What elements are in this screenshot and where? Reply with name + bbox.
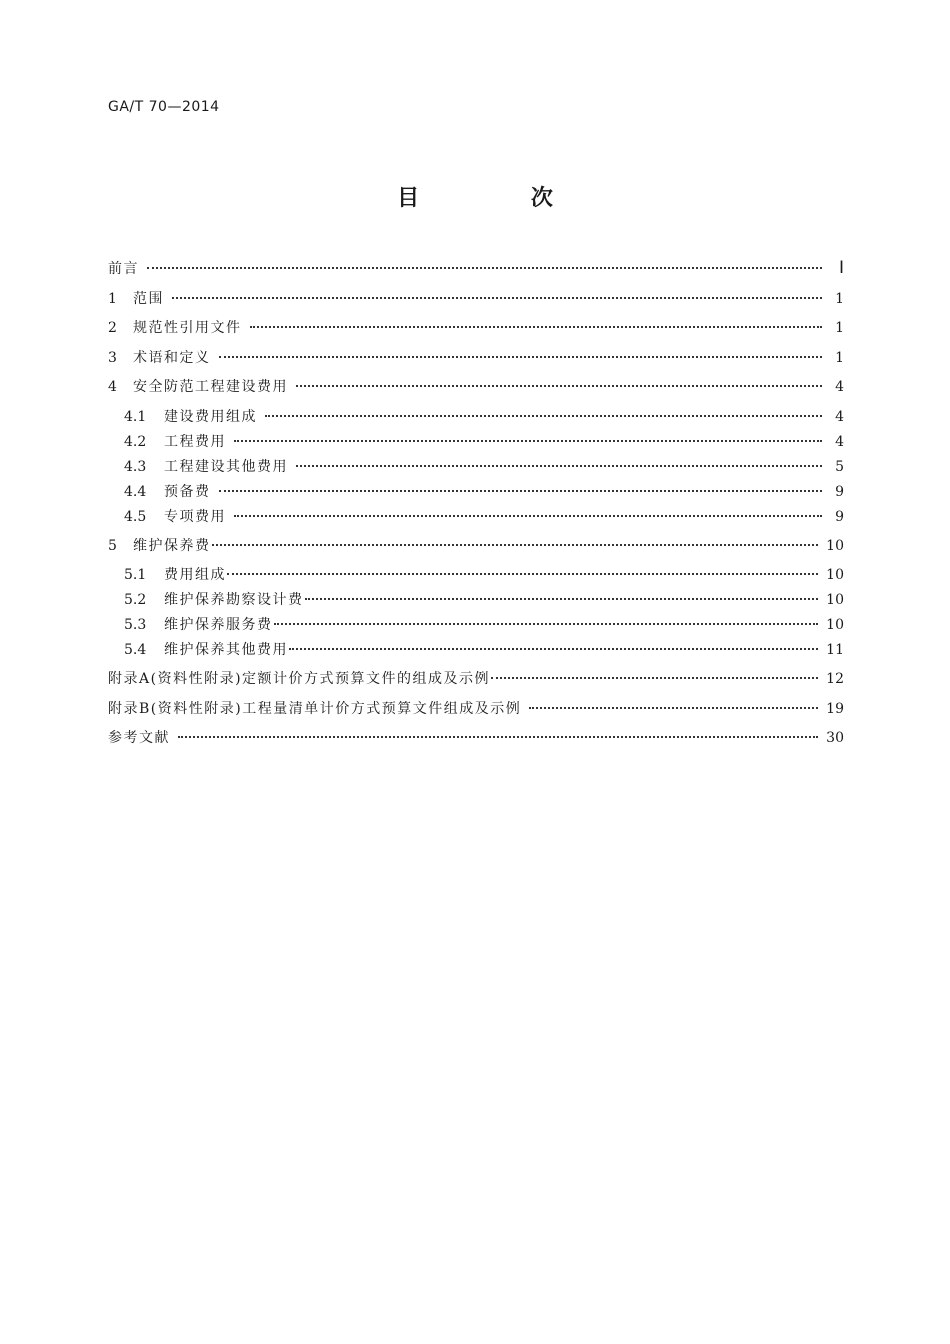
toc-entry-2[interactable] <box>108 317 844 347</box>
dot-leader <box>289 648 818 650</box>
toc-entry-label: 参考文献 <box>108 730 170 746</box>
toc-entry-number: 5.3 <box>124 617 147 633</box>
toc-entry-4-2[interactable] <box>108 431 844 456</box>
dot-leader <box>529 707 818 709</box>
toc-entry-label: 费用组成 <box>164 567 226 583</box>
toc-entry-number: 4.3 <box>124 458 147 475</box>
toc-entry-page: 1 <box>835 320 844 336</box>
toc-entry-label: 范围 <box>133 290 164 307</box>
toc-entry-label: 工程建设其他费用 <box>164 458 288 475</box>
toc-entry-number: 5.1 <box>124 567 147 583</box>
toc-entry-5-3[interactable] <box>108 614 844 639</box>
toc-entry-page: 4 <box>835 408 844 425</box>
toc-entry-number: 2 <box>108 320 117 336</box>
toc-entry-number: 5 <box>108 537 117 554</box>
toc-entry-page: 10 <box>826 592 844 608</box>
toc-entry-label: 附录B(资料性附录)工程量清单计价方式预算文件组成及示例 <box>108 700 522 717</box>
toc-entry-number: 4.5 <box>124 508 147 525</box>
toc-entry-page: 12 <box>826 671 844 687</box>
toc-entry-4-4[interactable] <box>108 481 844 506</box>
toc-entry-page: 9 <box>835 508 844 525</box>
toc-entry-label: 前言 <box>108 261 139 277</box>
dot-leader <box>265 415 822 417</box>
dot-leader <box>234 440 822 442</box>
toc-entry-5[interactable] <box>108 535 844 565</box>
toc-entry-label: 维护保养费 <box>133 537 211 554</box>
toc-entry-page: 10 <box>826 617 844 633</box>
dot-leader <box>491 677 818 679</box>
toc-entry-page: 1 <box>835 349 844 366</box>
toc-entry-references[interactable] <box>108 727 844 757</box>
toc-entry-number: 4 <box>108 379 117 395</box>
toc-entry-4-5[interactable] <box>108 506 844 531</box>
toc-entry-label: 维护保养服务费 <box>164 617 273 633</box>
toc-entry-label: 维护保养其他费用 <box>164 642 288 658</box>
dot-leader <box>219 490 823 492</box>
toc-entry-number: 5.2 <box>124 592 147 608</box>
toc-entry-page: 11 <box>826 642 844 658</box>
dot-leader <box>305 598 819 600</box>
toc-entry-label: 预备费 <box>164 483 211 500</box>
toc-entry-5-1[interactable] <box>108 564 844 589</box>
toc-entry-foreword[interactable] <box>108 258 844 288</box>
toc-entry-3[interactable] <box>108 347 844 377</box>
toc-entry-number: 5.4 <box>124 642 147 658</box>
toc-entry-appendix-a[interactable] <box>108 668 844 698</box>
dot-leader <box>234 515 822 517</box>
toc-entry-4-3[interactable] <box>108 456 844 481</box>
toc-entry-page: Ⅰ <box>838 258 844 277</box>
toc-entry-4[interactable] <box>108 376 844 406</box>
dot-leader <box>296 385 822 387</box>
dot-leader <box>172 297 822 299</box>
dot-leader <box>296 465 822 467</box>
toc-entry-5-2[interactable] <box>108 589 844 614</box>
toc-entry-4-1[interactable] <box>108 406 844 431</box>
toc-entry-label: 术语和定义 <box>133 349 211 366</box>
toc-entry-label: 维护保养勘察设计费 <box>164 592 304 608</box>
dot-leader <box>147 267 822 269</box>
toc-entry-page: 4 <box>835 379 844 395</box>
toc-entry-page: 4 <box>835 433 844 450</box>
toc-entry-page: 10 <box>826 537 844 554</box>
toc-entry-appendix-b[interactable] <box>108 698 844 728</box>
toc-entry-page: 30 <box>826 730 844 746</box>
toc-entry-number: 4.1 <box>124 408 147 425</box>
toc-entry-label: 工程费用 <box>164 433 226 450</box>
dot-leader <box>219 356 823 358</box>
page-title: 目 次 <box>397 186 605 211</box>
toc-entry-page: 1 <box>835 290 844 307</box>
dot-leader <box>250 326 823 328</box>
toc-entry-label: 规范性引用文件 <box>133 320 242 336</box>
dot-leader <box>274 623 819 625</box>
toc-entry-label: 专项费用 <box>164 508 226 525</box>
toc-entry-label: 安全防范工程建设费用 <box>133 379 288 395</box>
toc-entry-page: 9 <box>835 483 844 500</box>
dot-leader <box>178 736 818 738</box>
toc-entry-label: 建设费用组成 <box>164 408 257 425</box>
dot-leader <box>212 544 819 546</box>
toc-entry-number: 4.2 <box>124 433 147 450</box>
toc-entry-5-4[interactable] <box>108 639 844 664</box>
dot-leader <box>227 573 818 575</box>
toc-entry-number: 4.4 <box>124 483 147 500</box>
table-of-contents <box>108 258 844 757</box>
toc-entry-number: 1 <box>108 290 117 307</box>
toc-entry-page: 19 <box>826 700 844 717</box>
toc-entry-page: 10 <box>826 567 844 583</box>
toc-entry-label: 附录A(资料性附录)定额计价方式预算文件的组成及示例 <box>108 671 491 687</box>
standard-code: GA/T 70—2014 <box>108 99 220 115</box>
toc-entry-number: 3 <box>108 349 117 366</box>
toc-entry-1[interactable] <box>108 288 844 318</box>
toc-entry-page: 5 <box>835 458 844 475</box>
